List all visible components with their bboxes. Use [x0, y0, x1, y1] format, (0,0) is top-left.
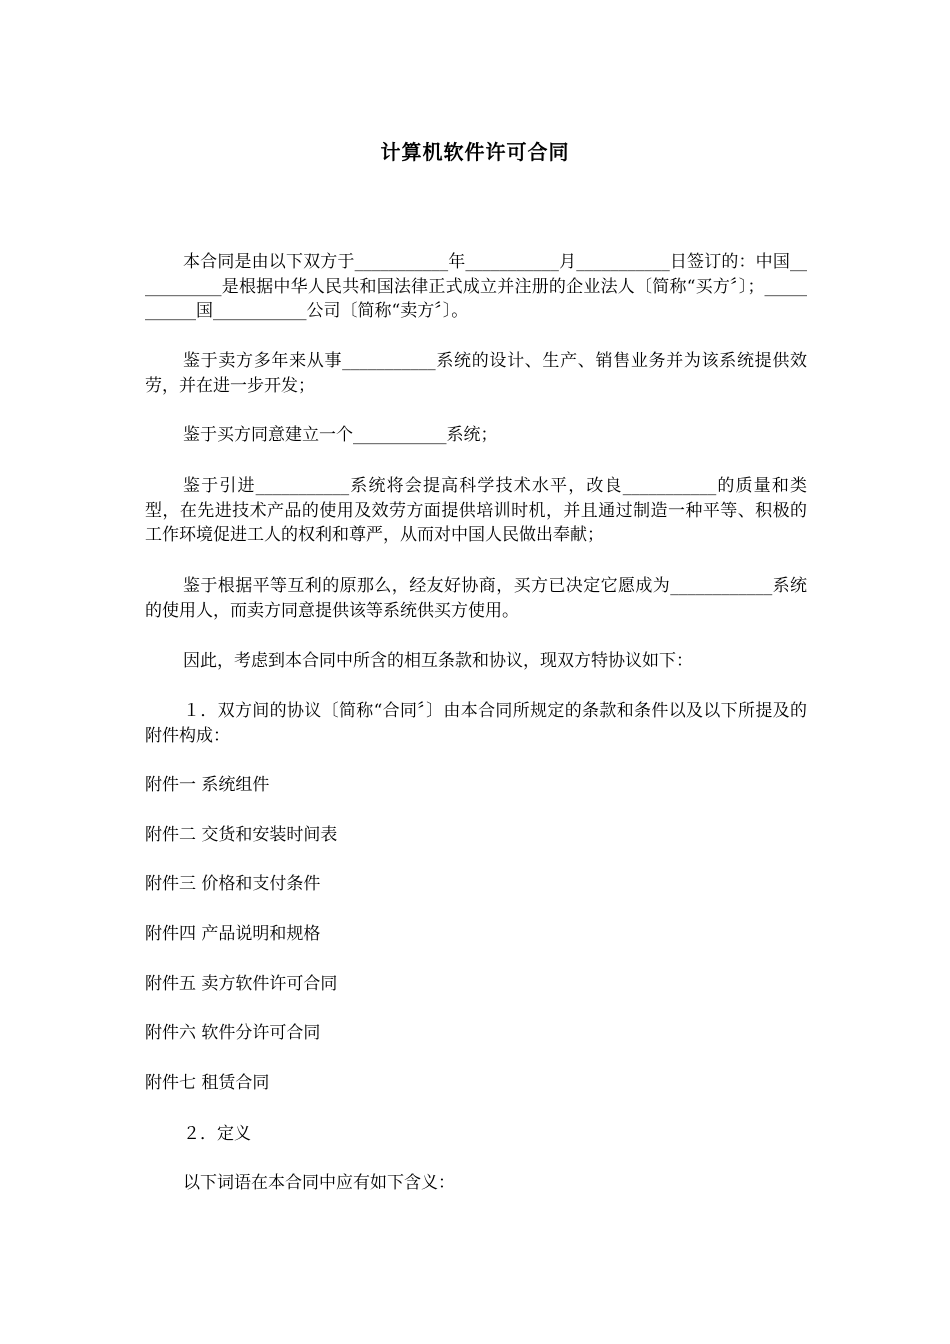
recital-paragraph-3: 鉴于引进___________系统将会提高科学技术水平，改良___________的质量和类型，在先进技术产品的使用及效劳方面提供培训时机，并且通过制造一种平等、积极的工作环境促进工人的权利和尊严，从而对中国人民做出奉献；: [145, 476, 807, 545]
clause-2-heading: ２．定义: [183, 1124, 251, 1144]
annex-item-4: 附件四 产品说明和规格: [145, 924, 321, 944]
annex-item-3: 附件三 价格和支付条件: [145, 874, 321, 894]
preamble-paragraph: 本合同是由以下双方于___________年___________月___________日签订的：中国___________是根据中华人民共和国法律正式成立并注册的企业法人〔简称“买方〞〕；___________国___________公司〔简称“卖方〞〕。: [145, 252, 807, 321]
agreement-intro-paragraph: 因此，考虑到本合同中所含的相互条款和协议，现双方特协议如下：: [183, 651, 693, 671]
recital-paragraph-2: 鉴于买方同意建立一个___________系统；: [183, 425, 498, 445]
recital-paragraph-4: 鉴于根据平等互利的原那么，经友好协商，买方已决定它愿成为____________系统的使用人，而卖方同意提供该等系统供买方使用。: [145, 576, 807, 621]
annex-item-5: 附件五 卖方软件许可合同: [145, 974, 338, 994]
clause-1-paragraph: １．双方间的协议〔简称“合同〞〕由本合同所规定的条款和条件以及以下所提及的附件构成：: [145, 701, 807, 746]
annex-item-6: 附件六 软件分许可合同: [145, 1023, 321, 1043]
annex-item-2: 附件二 交货和安装时间表: [145, 825, 338, 845]
recital-paragraph-1: 鉴于卖方多年来从事___________系统的设计、生产、销售业务并为该系统提供效劳，并在进一步开发；: [145, 351, 807, 396]
definitions-intro-paragraph: 以下词语在本合同中应有如下含义：: [183, 1173, 455, 1193]
annex-item-7: 附件七 租赁合同: [145, 1073, 270, 1093]
annex-item-1: 附件一 系统组件: [145, 775, 270, 795]
document-title: 计算机软件许可合同: [380, 140, 570, 164]
